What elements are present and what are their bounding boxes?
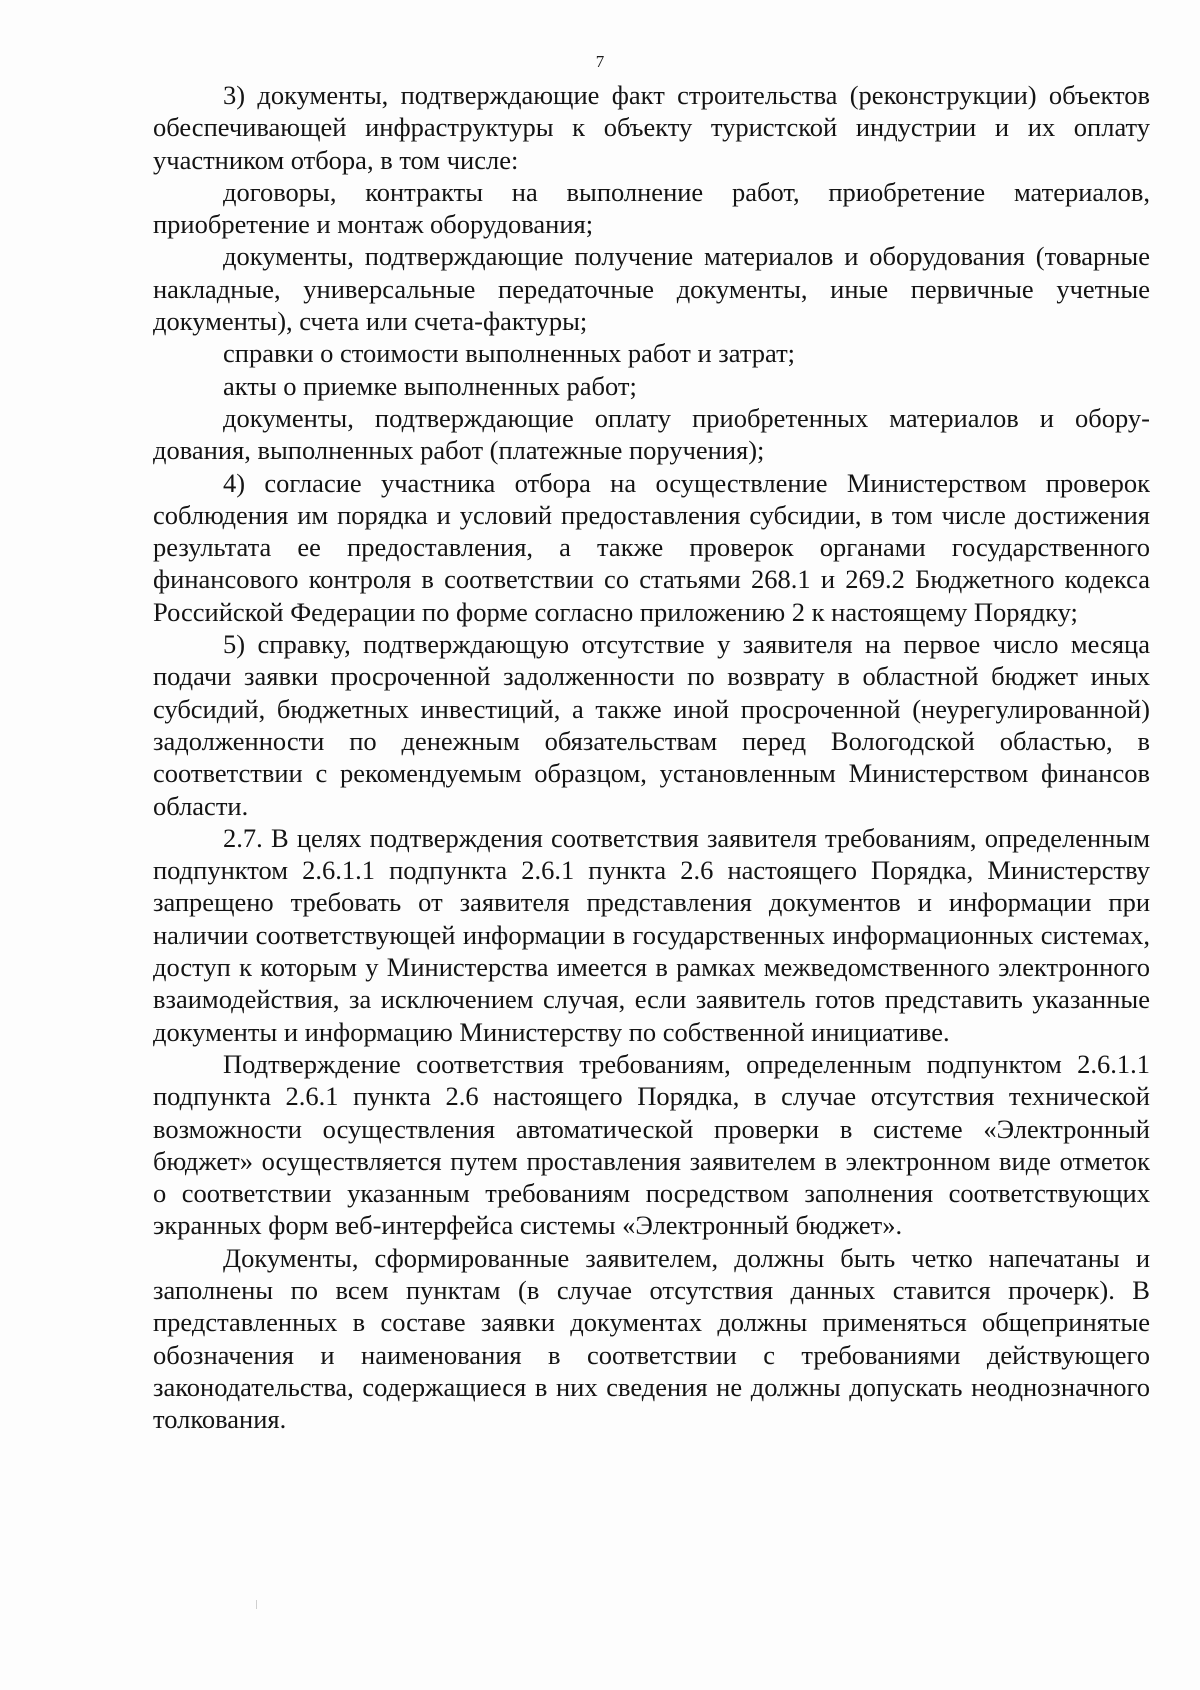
paragraph-payment-documents: документы, подтверждающие оплату приобретенных материалов и оборудования, выполненных работ (платежные поручения); bbox=[153, 402, 1150, 466]
paragraph-item-3-documents: 3) документы, подтверждающие факт строительства (реконструкции) объектов обеспечивающей инфраструктуры к объекту туристской индустрии и их оплату участником отбора, в том числе: bbox=[153, 80, 1150, 175]
paragraph-item-4-consent: 4) согласие участника отбора на осуществление Министерством проверок соблюдения им порядка и условий предоставления субсидии, в том числе достижения результата ее предоставления, а также проверок органами государственного финансового контроля в соответствии со статьями 268.1 и 269.2 Бюджетного кодекса Российской Федерации по форме согласно приложению 2 к настоящему Порядку; bbox=[153, 467, 1150, 627]
paragraph-item-5-certificate: 5) справку, подтверждающую отсутствие у заявителя на первое число месяца подачи заявки просроченной задолженности по возврату в областной бюджет иных субсидий, бюджетных инвестиций, а также иной просроченной (неурегулированной) задолженности по денежным обязательствам перед Вологодской областью, в соответствии с рекомендуемым образцом, установленным Министерством финансов области. bbox=[153, 629, 1150, 821]
paragraph-section-2-7: 2.7. В целях подтверждения соответствия заявителя требованиям, определенным подпунктом 2.6.1.1 подпункта 2.6.1 пункта 2.6 настоящего Порядка, Министерству запрещено требовать от заявителя представления документов и информации при наличии соответствующей информации в государственных информационных системах, доступ к которым у Министерства имеется в рамках межведомственного электронного взаимодействия, за исключением случая, если заявитель готов представить указанные документы и информацию Министерству по собственной инициативе. bbox=[153, 822, 1150, 1047]
document-body bbox=[153, 79, 1150, 1435]
paragraph-acceptance-acts: акты о приемке выполненных работ; bbox=[223, 370, 637, 401]
page-number: 7 bbox=[595, 52, 605, 71]
paragraph-contracts: договоры, контракты на выполнение работ, приобретение материалов, приобретение и монтаж оборудования; bbox=[153, 176, 1150, 240]
paragraph-receipt-documents: документы, подтверждающие получение материалов и оборудования (товарные накладные, универсальные передаточные документы, иные первичные учетные документы), счета или счета-фактуры; bbox=[153, 241, 1150, 337]
paragraph-document-requirements: Документы, сформированные заявителем, должны быть четко напечатаны и заполнены по всем пунктам (в случае отсутствия данных ставится прочерк). В представленных в составе заявки документах должны применяться общепринятые обозначения и наименования в соответствии с требованиями действующего законодательства, содержащиеся в них сведения не должны допускать неоднозначного толкования. bbox=[153, 1242, 1150, 1435]
paragraph-confirmation: Подтверждение соответствия требованиям, определенным подпунктом 2.6.1.1 подпункта 2.6.1 пункта 2.6 настоящего Порядка, в случае отсутствия технической возможности осуществления автоматической проверки в системе «Электронный бюджет» осуществляется путем проставления заявителем в электронном виде отметок о соответствии указанным требованиям посредством заполнения соответствующих экранных форм веб-интерфейса системы «Электронный бюджет». bbox=[153, 1048, 1150, 1241]
scan-artifact bbox=[256, 1600, 257, 1609]
paragraph-cost-certificates: справки о стоимости выполненных работ и затрат; bbox=[223, 338, 796, 369]
